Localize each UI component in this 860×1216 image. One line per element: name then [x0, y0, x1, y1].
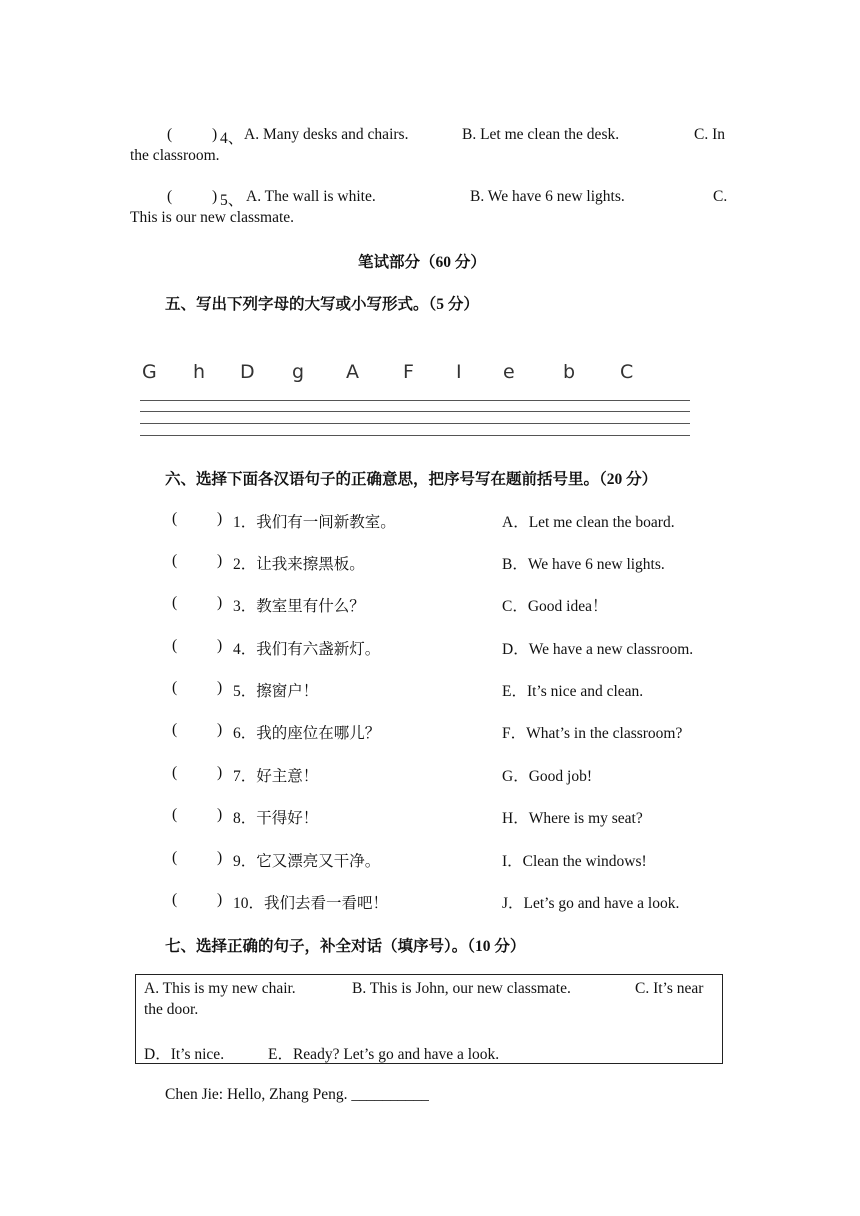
- letter: F: [403, 361, 414, 383]
- answer-paren-open: (: [172, 594, 178, 611]
- written-part-title: 笔试部分（60 分）: [358, 254, 486, 271]
- english-option: B．We have 6 new lights.: [502, 556, 665, 573]
- writing-line: [140, 411, 690, 412]
- answer-paren-close: ): [217, 764, 223, 781]
- letter: G: [142, 361, 157, 383]
- answer-paren-close: ): [217, 721, 223, 738]
- matching-row: [0, 806, 860, 828]
- answer-paren-open: (: [167, 126, 173, 143]
- answer-paren-close: ): [217, 679, 223, 696]
- dialogue-line: Chen Jie: Hello, Zhang Peng. __________: [165, 1086, 429, 1103]
- answer-paren-open: (: [172, 510, 178, 527]
- option-b: B. Let me clean the desk.: [462, 126, 620, 143]
- matching-row: [0, 510, 860, 532]
- answer-paren-open: (: [172, 764, 178, 781]
- matching-row: [0, 679, 860, 701]
- box-option-c: C. It’s near: [635, 980, 704, 997]
- answer-paren-open: (: [172, 891, 178, 908]
- letter: I: [456, 361, 462, 383]
- letter: D: [240, 361, 255, 383]
- english-option: A．Let me clean the board.: [502, 514, 675, 531]
- answer-paren-open: (: [172, 721, 178, 738]
- english-option: G．Good job!: [502, 768, 592, 785]
- chinese-sentence: 8．干得好！: [233, 810, 319, 827]
- option-b: B. We have 6 new lights.: [470, 188, 625, 205]
- answer-paren-open: (: [172, 637, 178, 654]
- letter: A: [346, 361, 359, 383]
- box-option-c-continued: the door.: [144, 1001, 199, 1018]
- english-option: E．It’s nice and clean.: [502, 683, 644, 700]
- matching-row: [0, 891, 860, 913]
- section-6-title: 六、选择下面各汉语句子的正确意思，把序号写在题前括号里。（20 分）: [165, 471, 658, 488]
- matching-row: [0, 764, 860, 786]
- section-7-title: 七、选择正确的句子，补全对话（填序号）。（10 分）: [165, 938, 526, 955]
- matching-row: [0, 552, 860, 574]
- answer-paren-open: (: [172, 806, 178, 823]
- answer-paren-close: ): [217, 849, 223, 866]
- answer-paren-close: ): [212, 188, 218, 205]
- writing-line: [140, 400, 690, 401]
- box-option-d: D．It’s nice.: [144, 1046, 225, 1063]
- english-option: H．Where is my seat?: [502, 810, 643, 827]
- chinese-sentence: 5．擦窗户！: [233, 683, 319, 700]
- chinese-sentence: 2．让我来擦黑板。: [233, 556, 365, 573]
- answer-paren-close: ): [217, 510, 223, 527]
- answer-paren-close: ): [217, 806, 223, 823]
- box-option-b: B. This is John, our new classmate.: [352, 980, 571, 997]
- question-number: 5、: [220, 192, 244, 209]
- answer-paren-open: (: [167, 188, 173, 205]
- option-a: A. The wall is white.: [246, 188, 376, 205]
- matching-row: [0, 849, 860, 871]
- chinese-sentence: 4．我们有六盏新灯。: [233, 641, 381, 658]
- letter: e: [503, 361, 515, 383]
- chinese-sentence: 10．我们去看一看吧！: [233, 895, 389, 912]
- section-5-title: 五、写出下列字母的大写或小写形式。（5 分）: [165, 296, 479, 313]
- writing-line: [140, 435, 690, 436]
- letter: C: [620, 361, 634, 383]
- english-option: I．Clean the windows!: [502, 853, 647, 870]
- answer-paren-close: ): [217, 594, 223, 611]
- english-option: D．We have a new classroom.: [502, 641, 694, 658]
- option-c-continued: This is our new classmate.: [130, 209, 295, 226]
- answer-paren-open: (: [172, 552, 178, 569]
- box-option-e: E．Ready? Let’s go and have a look.: [268, 1046, 500, 1063]
- chinese-sentence: 1．我们有一间新教室。: [233, 514, 396, 531]
- matching-row: [0, 594, 860, 616]
- answer-paren-close: ): [217, 552, 223, 569]
- chinese-sentence: 3．教室里有什么？: [233, 598, 365, 615]
- letter: h: [193, 361, 206, 383]
- box-option-a: A. This is my new chair.: [144, 980, 296, 997]
- letter: b: [563, 361, 576, 383]
- option-a: A. Many desks and chairs.: [244, 126, 409, 143]
- options-box: [135, 974, 723, 1064]
- answer-paren-open: (: [172, 679, 178, 696]
- option-c: C. In: [694, 126, 725, 143]
- answer-paren-close: ): [217, 637, 223, 654]
- english-option: J．Let’s go and have a look.: [502, 895, 680, 912]
- matching-row: [0, 637, 860, 659]
- letter: g: [292, 361, 305, 383]
- answer-paren-open: (: [172, 849, 178, 866]
- matching-row: [0, 721, 860, 743]
- answer-paren-close: ): [217, 891, 223, 908]
- english-option: F．What’s in the classroom?: [502, 725, 683, 742]
- chinese-sentence: 6．我的座位在哪儿？: [233, 725, 381, 742]
- answer-paren-close: ): [212, 126, 218, 143]
- english-option: C．Good idea！: [502, 598, 608, 615]
- chinese-sentence: 7．好主意！: [233, 768, 319, 785]
- chinese-sentence: 9．它又漂亮又干净。: [233, 853, 381, 870]
- writing-line: [140, 423, 690, 424]
- question-number: 4、: [220, 130, 244, 147]
- option-c: C.: [713, 188, 728, 205]
- option-c-continued: the classroom.: [130, 147, 220, 164]
